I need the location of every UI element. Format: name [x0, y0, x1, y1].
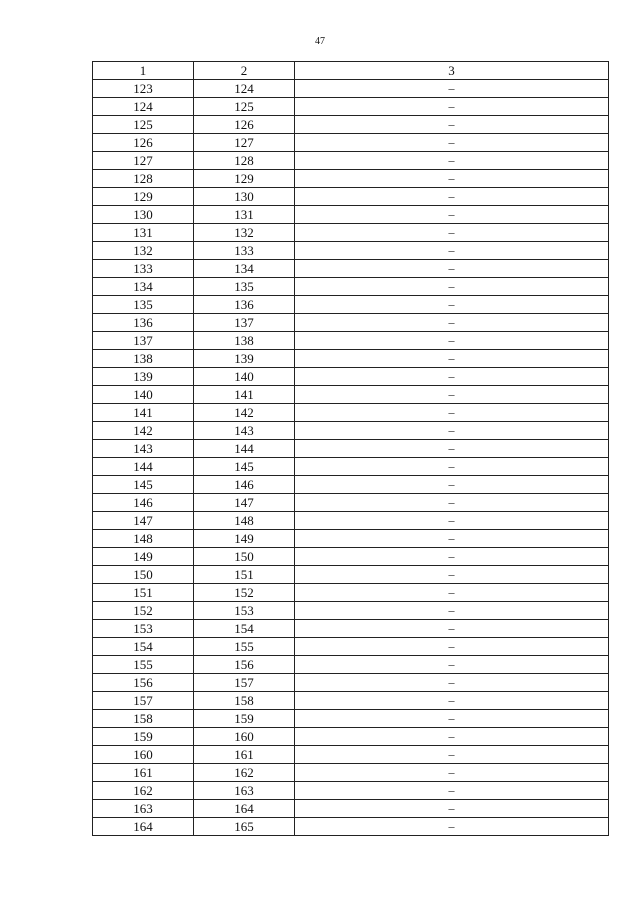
table-cell-col3: – — [295, 476, 609, 494]
table-cell-col3: – — [295, 764, 609, 782]
table-cell-col1: 149 — [93, 548, 194, 566]
table-row — [93, 458, 609, 476]
table-cell-col1: 153 — [93, 620, 194, 638]
table-cell-col2: 127 — [194, 134, 295, 152]
table-row — [93, 656, 609, 674]
table-body — [93, 80, 609, 836]
table-cell-col2: 128 — [194, 152, 295, 170]
table-row — [93, 638, 609, 656]
table-row — [93, 548, 609, 566]
table-cell-col1: 141 — [93, 404, 194, 422]
table-cell-col1: 148 — [93, 530, 194, 548]
table-cell-col3: – — [295, 278, 609, 296]
column-header-3: 3 — [295, 62, 609, 80]
table-row — [93, 674, 609, 692]
table-cell-col2: 133 — [194, 242, 295, 260]
table-cell-col3: – — [295, 152, 609, 170]
table-row — [93, 620, 609, 638]
table-row — [93, 404, 609, 422]
table-cell-col2: 152 — [194, 584, 295, 602]
page-number: 47 — [315, 36, 325, 47]
table-cell-col2: 141 — [194, 386, 295, 404]
table-cell-col3: – — [295, 530, 609, 548]
table-row — [93, 818, 609, 836]
table-cell-col1: 151 — [93, 584, 194, 602]
table-cell-col1: 161 — [93, 764, 194, 782]
table-cell-col3: – — [295, 692, 609, 710]
table-cell-col3: – — [295, 728, 609, 746]
table-row — [93, 278, 609, 296]
table-cell-col2: 164 — [194, 800, 295, 818]
table-cell-col2: 129 — [194, 170, 295, 188]
table-cell-col1: 155 — [93, 656, 194, 674]
table-cell-col2: 144 — [194, 440, 295, 458]
table-cell-col2: 137 — [194, 314, 295, 332]
table-cell-col3: – — [295, 674, 609, 692]
table-cell-col2: 149 — [194, 530, 295, 548]
table-row — [93, 80, 609, 98]
table-cell-col2: 139 — [194, 350, 295, 368]
table-cell-col2: 156 — [194, 656, 295, 674]
table-cell-col2: 136 — [194, 296, 295, 314]
table-cell-col1: 135 — [93, 296, 194, 314]
table-row — [93, 530, 609, 548]
table-row — [93, 368, 609, 386]
table-cell-col2: 143 — [194, 422, 295, 440]
table-cell-col1: 142 — [93, 422, 194, 440]
table-cell-col3: – — [295, 746, 609, 764]
table-cell-col3: – — [295, 296, 609, 314]
table-cell-col3: – — [295, 350, 609, 368]
table-cell-col2: 125 — [194, 98, 295, 116]
table-cell-col1: 163 — [93, 800, 194, 818]
table-row — [93, 728, 609, 746]
table-row — [93, 116, 609, 134]
table-cell-col3: – — [295, 584, 609, 602]
table-cell-col3: – — [295, 224, 609, 242]
table-row — [93, 350, 609, 368]
table-cell-col3: – — [295, 440, 609, 458]
table-cell-col1: 160 — [93, 746, 194, 764]
table-cell-col1: 164 — [93, 818, 194, 836]
table-cell-col1: 138 — [93, 350, 194, 368]
table-cell-col3: – — [295, 386, 609, 404]
data-table — [92, 61, 609, 836]
table-row — [93, 188, 609, 206]
table-row — [93, 800, 609, 818]
table-cell-col3: – — [295, 80, 609, 98]
table-row — [93, 440, 609, 458]
table-cell-col2: 159 — [194, 710, 295, 728]
table-cell-col3: – — [295, 566, 609, 584]
table-row — [93, 386, 609, 404]
table-cell-col2: 163 — [194, 782, 295, 800]
table-row — [93, 134, 609, 152]
table-cell-col1: 152 — [93, 602, 194, 620]
table-cell-col3: – — [295, 800, 609, 818]
table-cell-col1: 156 — [93, 674, 194, 692]
table-header — [93, 62, 609, 80]
table-cell-col1: 157 — [93, 692, 194, 710]
table-cell-col3: – — [295, 368, 609, 386]
table-cell-col2: 150 — [194, 548, 295, 566]
table-cell-col3: – — [295, 710, 609, 728]
table-row — [93, 692, 609, 710]
table-cell-col2: 161 — [194, 746, 295, 764]
table-cell-col2: 157 — [194, 674, 295, 692]
table-row — [93, 206, 609, 224]
table-cell-col1: 154 — [93, 638, 194, 656]
table-row — [93, 512, 609, 530]
table-cell-col1: 158 — [93, 710, 194, 728]
table-cell-col1: 143 — [93, 440, 194, 458]
table-cell-col2: 147 — [194, 494, 295, 512]
table-cell-col1: 129 — [93, 188, 194, 206]
table-cell-col1: 144 — [93, 458, 194, 476]
table-cell-col2: 160 — [194, 728, 295, 746]
table-cell-col3: – — [295, 782, 609, 800]
table-cell-col3: – — [295, 134, 609, 152]
table-cell-col1: 159 — [93, 728, 194, 746]
table-cell-col3: – — [295, 314, 609, 332]
table-cell-col1: 125 — [93, 116, 194, 134]
table-cell-col1: 126 — [93, 134, 194, 152]
table-cell-col1: 127 — [93, 152, 194, 170]
table-cell-col1: 131 — [93, 224, 194, 242]
table-cell-col1: 136 — [93, 314, 194, 332]
table-cell-col2: 148 — [194, 512, 295, 530]
table-cell-col3: – — [295, 116, 609, 134]
table-row — [93, 314, 609, 332]
table-cell-col1: 132 — [93, 242, 194, 260]
table-cell-col3: – — [295, 512, 609, 530]
table-cell-col3: – — [295, 260, 609, 278]
table-cell-col3: – — [295, 188, 609, 206]
table-cell-col3: – — [295, 620, 609, 638]
column-header-2: 2 — [194, 62, 295, 80]
table-row — [93, 260, 609, 278]
table-cell-col2: 134 — [194, 260, 295, 278]
table-cell-col1: 128 — [93, 170, 194, 188]
table-row — [93, 422, 609, 440]
table-row — [93, 242, 609, 260]
table-cell-col3: – — [295, 494, 609, 512]
table-cell-col3: – — [295, 656, 609, 674]
table-row — [93, 782, 609, 800]
table-row — [93, 224, 609, 242]
table-cell-col1: 133 — [93, 260, 194, 278]
table-cell-col2: 124 — [194, 80, 295, 98]
table-cell-col1: 147 — [93, 512, 194, 530]
header-row — [93, 62, 609, 80]
table-cell-col1: 139 — [93, 368, 194, 386]
table-cell-col1: 145 — [93, 476, 194, 494]
table-cell-col3: – — [295, 332, 609, 350]
table-cell-col1: 134 — [93, 278, 194, 296]
table-row — [93, 764, 609, 782]
table-cell-col1: 140 — [93, 386, 194, 404]
table-cell-col2: 132 — [194, 224, 295, 242]
table-cell-col2: 142 — [194, 404, 295, 422]
table-row — [93, 170, 609, 188]
table-row — [93, 566, 609, 584]
table-cell-col3: – — [295, 170, 609, 188]
table-cell-col3: – — [295, 404, 609, 422]
table-cell-col2: 165 — [194, 818, 295, 836]
table-cell-col3: – — [295, 548, 609, 566]
table-cell-col2: 151 — [194, 566, 295, 584]
table-row — [93, 152, 609, 170]
table-cell-col3: – — [295, 458, 609, 476]
table-cell-col3: – — [295, 602, 609, 620]
table-row — [93, 296, 609, 314]
table-cell-col2: 145 — [194, 458, 295, 476]
table-cell-col2: 135 — [194, 278, 295, 296]
table-cell-col2: 146 — [194, 476, 295, 494]
table-cell-col2: 153 — [194, 602, 295, 620]
table-cell-col2: 162 — [194, 764, 295, 782]
table-cell-col1: 130 — [93, 206, 194, 224]
table-row — [93, 98, 609, 116]
table-cell-col2: 155 — [194, 638, 295, 656]
table-cell-col3: – — [295, 818, 609, 836]
table-cell-col2: 158 — [194, 692, 295, 710]
table-cell-col1: 162 — [93, 782, 194, 800]
table-cell-col1: 123 — [93, 80, 194, 98]
table-cell-col3: – — [295, 422, 609, 440]
table-cell-col1: 150 — [93, 566, 194, 584]
table-cell-col1: 124 — [93, 98, 194, 116]
table-row — [93, 602, 609, 620]
table-row — [93, 746, 609, 764]
table-row — [93, 332, 609, 350]
table-cell-col3: – — [295, 242, 609, 260]
table-cell-col2: 130 — [194, 188, 295, 206]
table-cell-col3: – — [295, 638, 609, 656]
table-cell-col2: 154 — [194, 620, 295, 638]
table-cell-col3: – — [295, 98, 609, 116]
table-row — [93, 584, 609, 602]
table-cell-col2: 131 — [194, 206, 295, 224]
table-cell-col3: – — [295, 206, 609, 224]
table-row — [93, 710, 609, 728]
table-row — [93, 494, 609, 512]
table-cell-col1: 137 — [93, 332, 194, 350]
column-header-1: 1 — [93, 62, 194, 80]
table-row — [93, 476, 609, 494]
table-cell-col2: 138 — [194, 332, 295, 350]
table-cell-col2: 140 — [194, 368, 295, 386]
table-cell-col2: 126 — [194, 116, 295, 134]
table-cell-col1: 146 — [93, 494, 194, 512]
